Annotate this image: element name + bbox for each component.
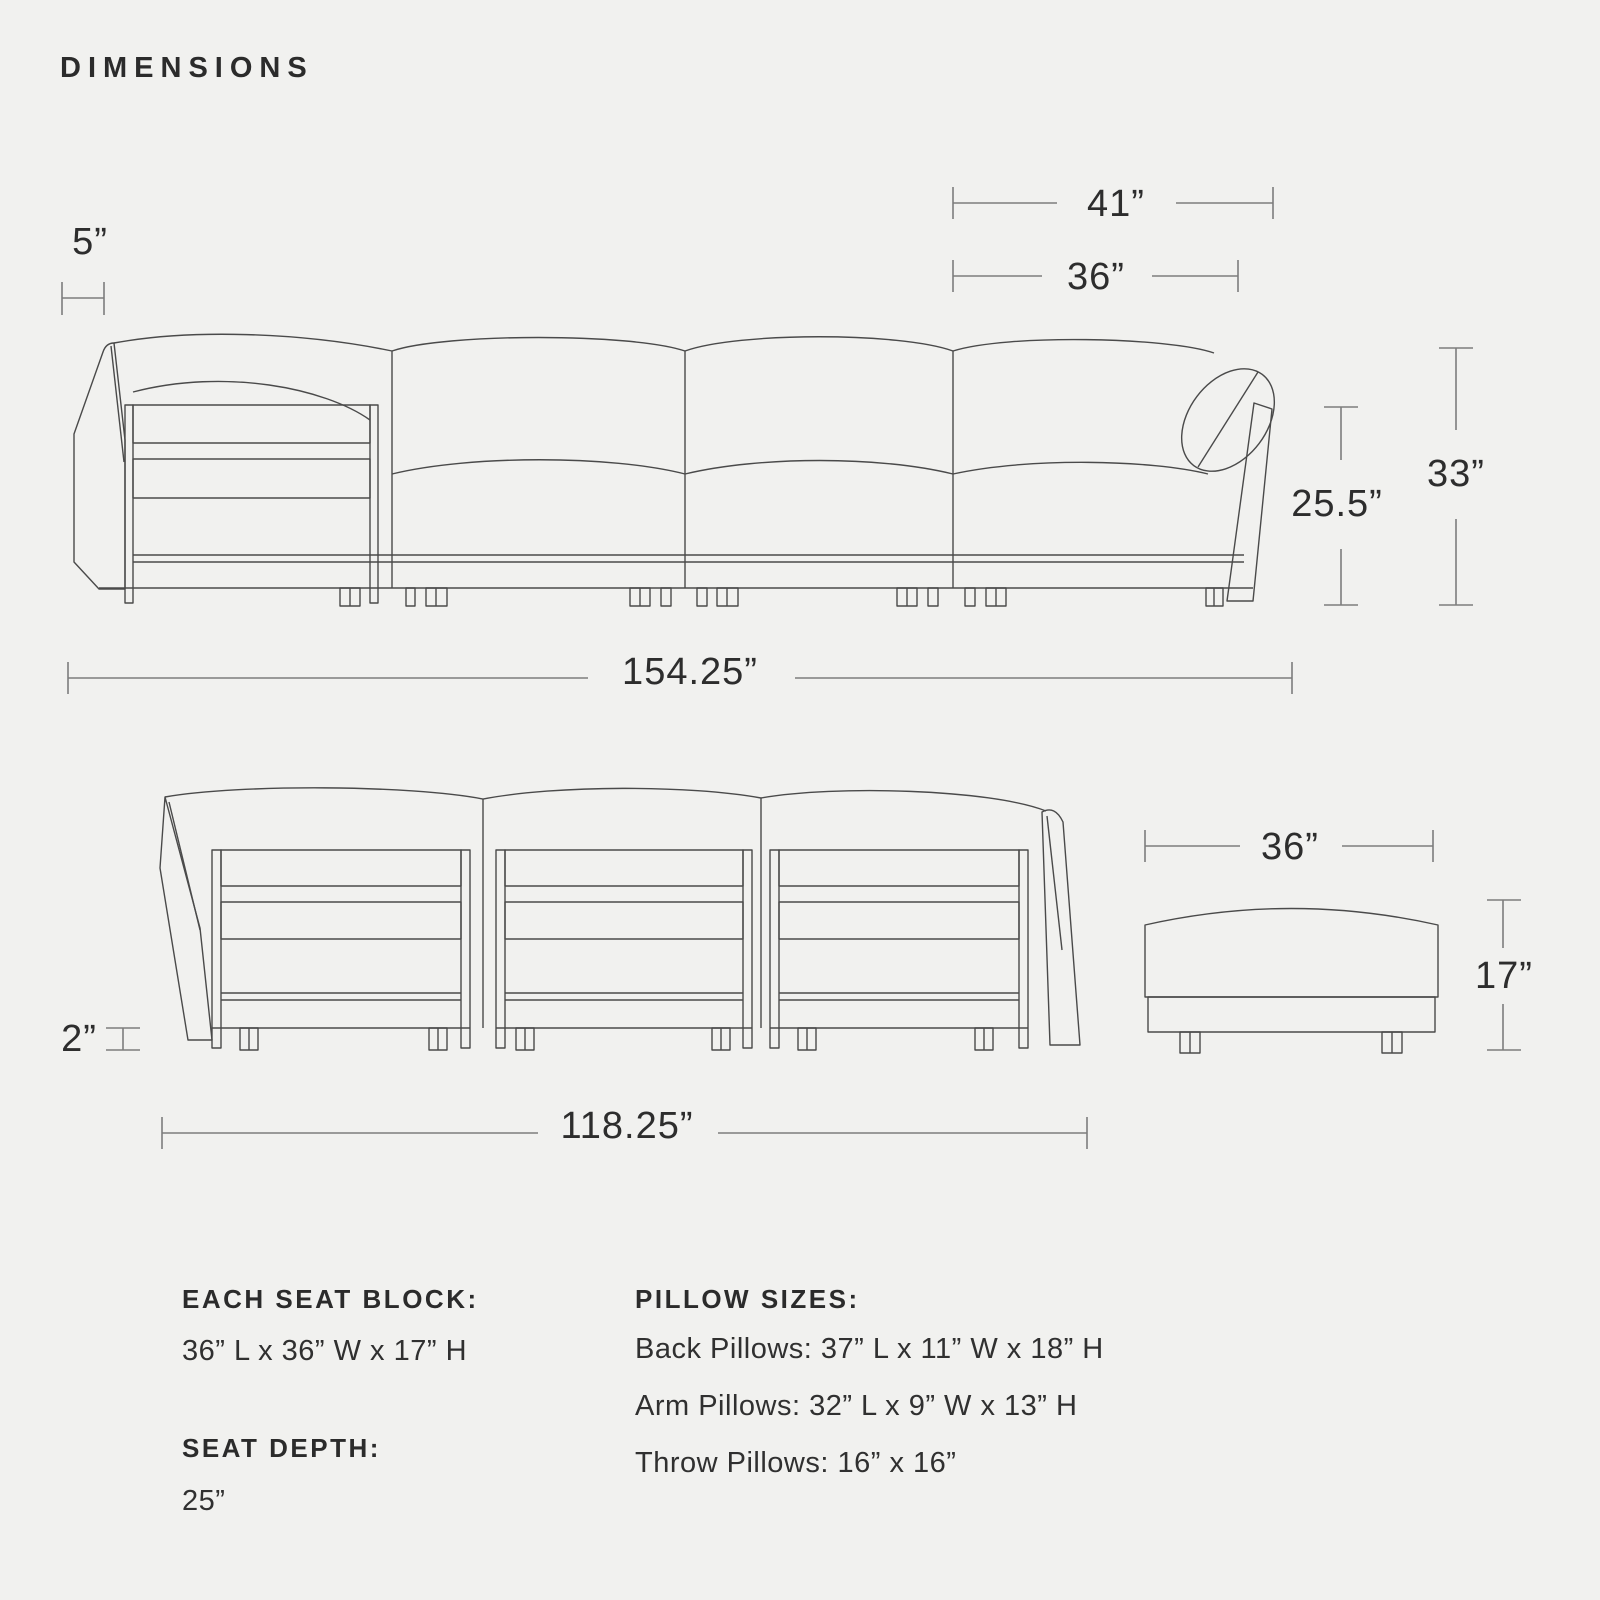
dim-label-overall-height: 33” <box>1427 453 1485 495</box>
dim-label-leg-height: 2” <box>61 1018 97 1060</box>
dim-label-ottoman-width: 36” <box>1261 826 1319 868</box>
dim-label-seat-block-width: 36” <box>1067 256 1125 298</box>
pillow-sizes-heading: PILLOW SIZES: <box>635 1284 860 1314</box>
seat-depth-heading: SEAT DEPTH: <box>182 1433 381 1463</box>
dim-label-seat-with-arm: 41” <box>1087 183 1145 225</box>
page-title: DIMENSIONS <box>60 52 314 84</box>
seat-block-value: 36” L x 36” W x 17” H <box>182 1335 468 1367</box>
dimension-lines <box>62 183 1521 1149</box>
dim-label-overall-width: 154.25” <box>622 651 758 693</box>
elevation-view-drawing <box>74 334 1293 606</box>
seat-block-heading: EACH SEAT BLOCK: <box>182 1284 479 1314</box>
pillow-back-value: Back Pillows: 37” L x 11” W x 18” H <box>635 1333 1104 1365</box>
pillow-arm-value: Arm Pillows: 32” L x 9” W x 13” H <box>635 1390 1078 1422</box>
dim-label-back-depth: 5” <box>72 221 108 263</box>
dim-label-seat-back-height: 25.5” <box>1291 483 1383 525</box>
seat-depth-value: 25” <box>182 1485 226 1517</box>
back-view-drawing <box>160 788 1080 1050</box>
ottoman-drawing <box>1145 909 1438 1054</box>
dim-label-back-width: 118.25” <box>560 1105 694 1147</box>
dim-label-ottoman-height: 17” <box>1475 955 1533 997</box>
pillow-throw-value: Throw Pillows: 16” x 16” <box>635 1447 957 1479</box>
